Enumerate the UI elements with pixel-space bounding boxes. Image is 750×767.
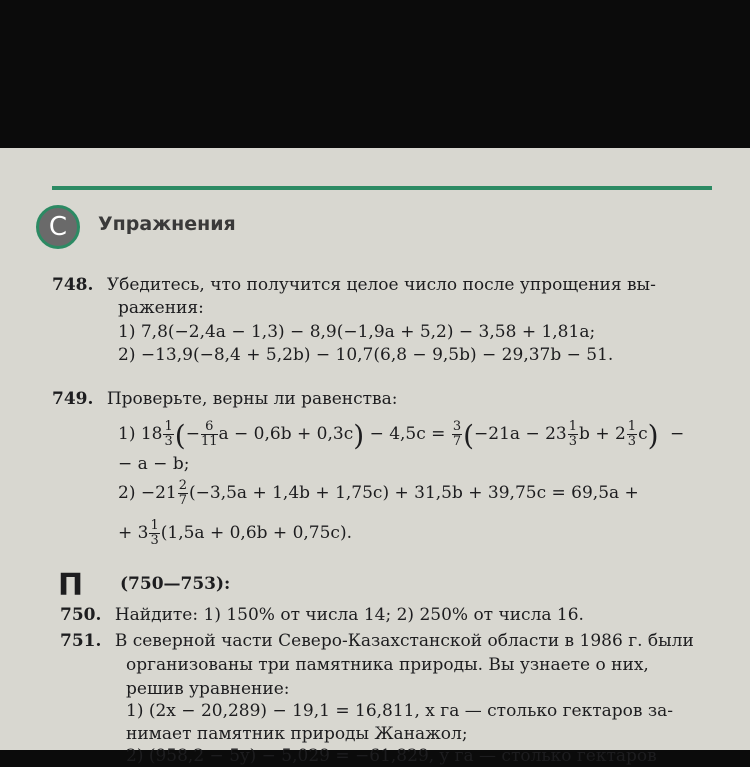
ex749-item2-line2 — [118, 518, 352, 548]
fraction: $\frac{3}{7}$ — [452, 419, 462, 449]
ex748-line2: ражения: — [118, 298, 204, 318]
fraction: $\frac{1}{3}$ — [164, 419, 173, 449]
fraction: $\frac{1}{3}$ — [568, 419, 578, 449]
green-rule-divider — [52, 186, 712, 190]
ex748-line1 — [52, 274, 656, 296]
ex748-number: 748. — [52, 275, 94, 295]
section-c-icon — [36, 205, 80, 249]
section-header — [36, 205, 716, 253]
ex751-text1: В северной части Северо-Казахстанской области в 1986 г. были — [114, 631, 694, 651]
ex748-item2: 2) −13,9(−8,4 + 5,2b) − 10,7(6,8 − 9,5b) − 29,37b − 51. — [118, 345, 614, 365]
ex749-i2-l2-rest: (1,5a + 0,6b + 0,75c). — [160, 523, 352, 543]
ex750-line — [60, 604, 584, 626]
p-block-icon: П — [58, 568, 84, 603]
ex749-i1-after: − 4,5c = — [369, 424, 446, 444]
ex751-line2: организованы три памятника природы. Вы узнаете о них, — [126, 655, 649, 675]
section-title: Упражнения — [98, 213, 236, 235]
ex750-text: Найдите: 1) 150% от числа 14; 2) 250% от числа 16. — [114, 605, 584, 625]
ex751-number: 751. — [60, 631, 102, 651]
fraction: $\frac{6}{11}$ — [200, 419, 218, 449]
ex751-line1 — [60, 630, 694, 652]
ex749-i1-prefix: 1) 18 — [118, 424, 163, 444]
ex749-i1-part: −21a − 23 — [474, 424, 567, 444]
ex751-line4: 1) (2x − 20,289) − 19,1 = 16,811, x га — столько гектаров за- — [126, 701, 673, 721]
textbook-page — [0, 148, 750, 766]
ex749-i2-rest: (−3,5a + 1,4b + 1,75c) + 31,5b + 39,75c = 69,5a + — [189, 483, 639, 503]
section-icon-letter: C — [48, 212, 68, 242]
ex749-item2-line1 — [118, 478, 639, 508]
ex750-number: 750. — [60, 605, 102, 625]
fraction: $\frac{2}{7}$ — [178, 478, 188, 508]
ex749-i1-tail: − — [669, 424, 685, 444]
ex751-line5: нимает памятник природы Жанажол; — [126, 724, 468, 744]
ex749-i1-part3: c — [638, 424, 648, 444]
ex748-item1: 1) 7,8(−2,4a − 1,3) − 8,9(−1,9a + 5,2) − 3,58 + 1,81a; — [118, 322, 596, 342]
ex749-i2-l2-prefix: + 3 — [118, 523, 149, 543]
ex749-item1-line2: − a − b; — [118, 454, 190, 474]
ex749-item1-line1: 1) 18 $\frac{1}{3}$ (− $\frac{6}{11}$ a − 0,6b + 0,3c) − 4,5c = $\frac{3}{7}$ (−21a − 23 $\frac{1}{3}$ b + 2 $\frac{1}{3}$ c) − — [118, 419, 685, 452]
ex749-i1-mid: a − 0,6b + 0,3c — [218, 424, 354, 444]
ex751-line3: решив уравнение: — [126, 679, 290, 699]
p-block-range: (750—753): — [120, 574, 231, 594]
ex749-i2-prefix: 2) −21 — [118, 483, 177, 503]
fraction: $\frac{1}{3}$ — [627, 419, 637, 449]
ex749-i1-minus: − — [185, 424, 200, 444]
ex748-text1: Убедитесь, что получится целое число после упрощения вы- — [106, 275, 656, 295]
fraction: $\frac{1}{3}$ — [150, 518, 159, 548]
ex749-i1-part2: b + 2 — [579, 424, 626, 444]
ex749-number: 749. — [52, 389, 94, 409]
ex749-intro-line — [52, 388, 397, 410]
ex751-line6: 2) (958,2 − 5y) − 5,029 = −61,829, y га — столько гектаров — [126, 746, 657, 766]
ex749-intro: Проверьте, верны ли равенства: — [106, 389, 398, 409]
